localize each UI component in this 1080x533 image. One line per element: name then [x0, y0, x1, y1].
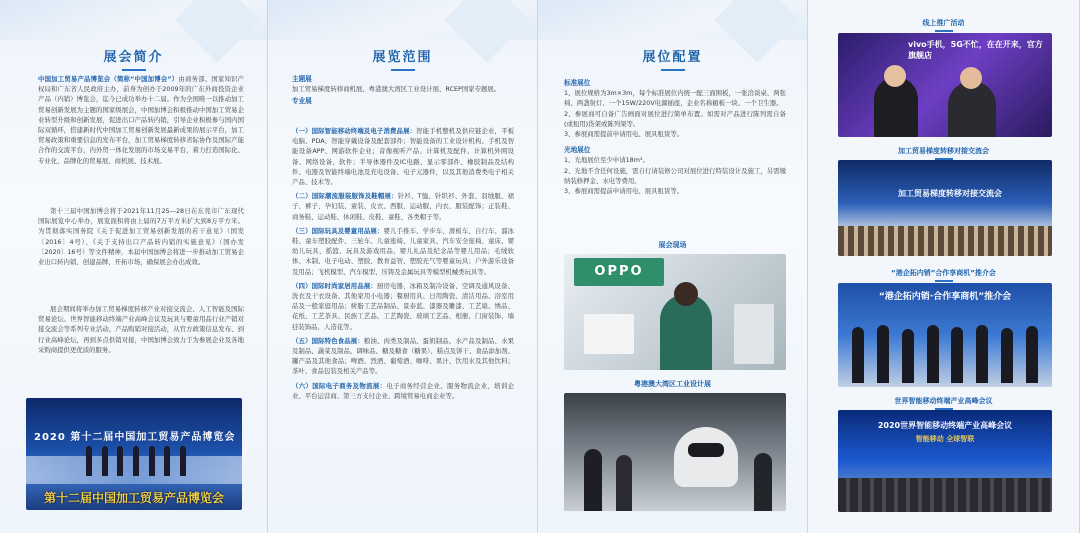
- summit-banner-sub: 智能移动 全球智联: [915, 435, 975, 443]
- scope-item: （六）国际电子商务及物流展：电子商务经营企业、服务物流企业、培训企业、平台运营商、第三方支付企业、跨境贸易电商企业等。: [292, 381, 515, 400]
- robot-exhibit: [674, 427, 738, 487]
- top-decoration: [0, 0, 267, 40]
- panel-events: [808, 0, 1080, 533]
- standard-booth-section: [564, 78, 786, 196]
- hk-promo-photo: [838, 283, 1052, 387]
- raw-item: 1、光地展位至少申请18m²。: [564, 156, 649, 165]
- scope-item: （三）国际玩具及婴童用品展：婴儿手推车、学步车、滑板车、自行车、溜冰鞋、童车塑胶配件、三轮车、儿童座椅、儿童家具、汽车安全座椅、童床、婴幼儿玩具、摇篮、玩具及游戏用品、婴儿礼品及纪念品等婴儿用品；毛绒软体、木制、电子电动、塑胶、教育益智、塑胶充气等婴童玩具；户外游乐设备及用品；飞机模型、汽车模型、压铸及金属玩具等模型机械类玩具等。: [292, 226, 515, 276]
- audience-rows: [838, 226, 1052, 256]
- oppo-sign: OPPO: [574, 258, 664, 286]
- host-head-1: [884, 65, 906, 87]
- scope-item: （四）国际时尚家居用品展：厨房电器、冰箱及制冷设备、空调及通风设备、洗衣及干衣设备、其他家用小电器；餐厨用具、日用陶瓷、清洁用品、浴室用品及一般家庭用品；树脂工艺品制品、景泰蓝、漆器及雕漆、工艺扇、绣品、花纸、工艺茶具、民族工艺品、工艺陶瓷、玻璃工艺品、相册、门窗装饰、墙挂装饰品、人造花等。: [292, 281, 514, 331]
- expo-opening-photo: [26, 398, 242, 510]
- std-item: 3、参展商需提前申请用电、展具租赁等。: [564, 130, 684, 139]
- hk-banner-text: “港企拓内销·合作享商机”推介会: [878, 292, 1012, 302]
- visitor-silhouette: [584, 449, 602, 511]
- display-counter: [584, 314, 634, 354]
- scope-item: （五）国际特色食品展：粮油、肉类及制品、蛋奶制品、水产品及制品、水果及制品、蔬菜及制品、调味品、糖及糖食（糖果）、糕点及饼干、食品添加剂、罐产品及其他食品；啤酒、烈酒、葡萄酒、咖啡、果汁、饮用水及其他饮料；茶叶、食品包装及相关产品等。: [292, 336, 515, 376]
- pro-label: 专业展: [292, 97, 312, 106]
- scope-item: （二）国际潮流服装服饰及鞋帽展：针衫、T恤、针织衫、外套、羽绒服、裙子、裤子、孕妇装、童装、皮衣、西服、运动服、内衣、服装配饰；正装鞋、商务鞋、运动鞋、休闲鞋、皮鞋、童鞋、各类帽子等。: [292, 192, 515, 221]
- audience-rows: [838, 478, 1052, 512]
- panel-exhibition-intro: [0, 0, 268, 533]
- photo2-caption: 粤港澳大湾区工业设计展: [634, 380, 711, 388]
- robot-visor: [688, 443, 724, 457]
- summit-banner-text: 2020世界智能移动终端产业高峰会议: [877, 421, 1013, 430]
- std-item: 1、展位规格为3m×3m，每个标准展位内统一配三面围板，一张洽谈桌、两张椅、两盏射灯、一个15W/220V电源插座，企业名称楣板一块、一个卫生器。: [564, 89, 786, 108]
- scope-list: [292, 126, 514, 401]
- visitor-silhouette: [754, 453, 772, 511]
- top-decoration: [268, 0, 537, 40]
- stage-people: [852, 323, 1038, 383]
- online-promo-photo: [838, 33, 1052, 137]
- intro-lead: 中国加工贸易产品博览会（简称“中国加博会”）: [38, 75, 179, 83]
- summit-photo: [838, 410, 1052, 512]
- promo-banner-text: vivo手机，5G不忙，在在开来，官方旗舰店: [908, 40, 1043, 60]
- standard-booth-label: 标准展位: [564, 79, 591, 87]
- std-item: 2、参展商可自备广告画面对展位进行简单布置。如需对产品进行陈列需自备(或租用)货架或陈列架等。: [564, 109, 786, 128]
- panel-title: 展会简介: [0, 46, 267, 71]
- raw-item: 2、光地不含任何设施，需自行请装修公司对展位进行特装设计及施工，另需缴纳装修押金、水电等费用。: [564, 166, 786, 185]
- photo-caption: 第十二届中国加工贸易产品博览会: [43, 491, 224, 505]
- raw-item: 3、参展商需提前申请用电、展具租赁等。: [564, 187, 684, 196]
- raw-space-label: 光地展位: [564, 146, 591, 155]
- panel-exhibition-scope: [268, 0, 538, 533]
- stage-people: [86, 446, 186, 476]
- host-figure-2: [948, 81, 996, 137]
- theme-label: 主题展: [292, 75, 312, 83]
- event-title-summit: 世界智能移动终端产业高峰会议: [808, 396, 1079, 410]
- panel-title: 展位配置: [538, 46, 807, 71]
- theme-text: 加工贸易梯度转移商机展、粤港澳大湾区工业设计展、RCEP国家专题展。: [292, 85, 501, 94]
- theme-section: [292, 74, 514, 107]
- expo-scene-photo: [564, 254, 786, 370]
- intro-paragraph-2: 第十三届中国加博会将于2021年11月25—28日在东莞市广东现代国际展览中心举办，展览面积将由上届的7万平方米扩大到8万平方米。为贯彻落实国务院《关于促进加工贸易创新发展的若干意见》（国发〔2016〕4号）、《关于支持出口产品转内销的实施意见》（国办发〔2020〕16号）等文件精神，本届中国加博会将进一步推动加工贸易企业出口转内销、创建品牌、开拓市场，确保展会办出成效。: [38, 207, 244, 267]
- event-title-hk: “港企拓内销”合作享商机”推介会: [808, 268, 1079, 282]
- intro-paragraph-3: 展会期间将举办加工贸易梯度转移产业对接交流会、人工智能及国际贸易论坛、世界智能移动终端产业高峰会议及玩具与婴童用品行业产销对接交流会等系列专业活动，产品购销对接活动，从官方政策信息发布、到行业高峰论坛，再到多点供销对接，中国加博会致力于为参展企业及各地采购商提供更优质的服务。: [38, 305, 244, 354]
- photo-banner-text: 2020 第十二届中国加工贸易产品博览会: [34, 432, 236, 443]
- event-title-transfer: 加工贸易梯度转移对接交流会: [808, 146, 1079, 160]
- top-decoration: [538, 0, 807, 40]
- design-expo-photo: [564, 393, 786, 511]
- visitor-head: [674, 282, 698, 306]
- panel-title: 展览范围: [268, 46, 537, 71]
- photo1-caption: 展会现场: [658, 241, 687, 249]
- transfer-meeting-photo: [838, 160, 1052, 256]
- display-stand: [734, 304, 774, 364]
- intro-text-1: 由商务部、国家知识产权局和广东省人民政府主办，前身为创办于2009年的广东外商投资企业产品（内销）博览会，迄今已成功举办十二届。作为全国唯一以推动加工贸易创新发展为主题的国家级展会，中国加博会积极推动中国加工贸易企业转型升级和创新发展，促进出口产品转内销，引导企业积极参与国内国际双循环，搭建新时代中国加工贸易创新发展最新成果的展示平台，加工贸易政策和重要信息的发布平台，加工贸易梯度转移省际协作及国际产能合作的交流平台，内外贸一体化发展的市场交易平台，着力打造国际化、专业化、品牌化的贸易展、商机展、技术展。: [38, 75, 245, 165]
- scope-item: （一）国际智能移动终端及电子消费品展：智能手机整机及供应链企业，平板电脑、PDA、智能穿戴设备及配套部件；智能设备的工业设计机构、手机及智能设备APP、网游软件企业；音像视听产品、计算机及配件、计算机外围设备、网络设备、软件；半导体器件及IC电路、显示零部件、橡胶制品及结构件、电器及智能终端电池及充电设备、电子元器件，以及其他消费类电子相关产品、技术等。: [292, 127, 515, 187]
- panel-booth-config: [538, 0, 808, 533]
- host-head-2: [960, 67, 982, 89]
- intro-paragraph-1: [38, 74, 244, 166]
- event-title-online: 线上推广活动: [808, 18, 1079, 32]
- visitor-silhouette: [616, 455, 632, 511]
- meeting-banner-text: 加工贸易梯度转移对接交流会: [898, 189, 1002, 198]
